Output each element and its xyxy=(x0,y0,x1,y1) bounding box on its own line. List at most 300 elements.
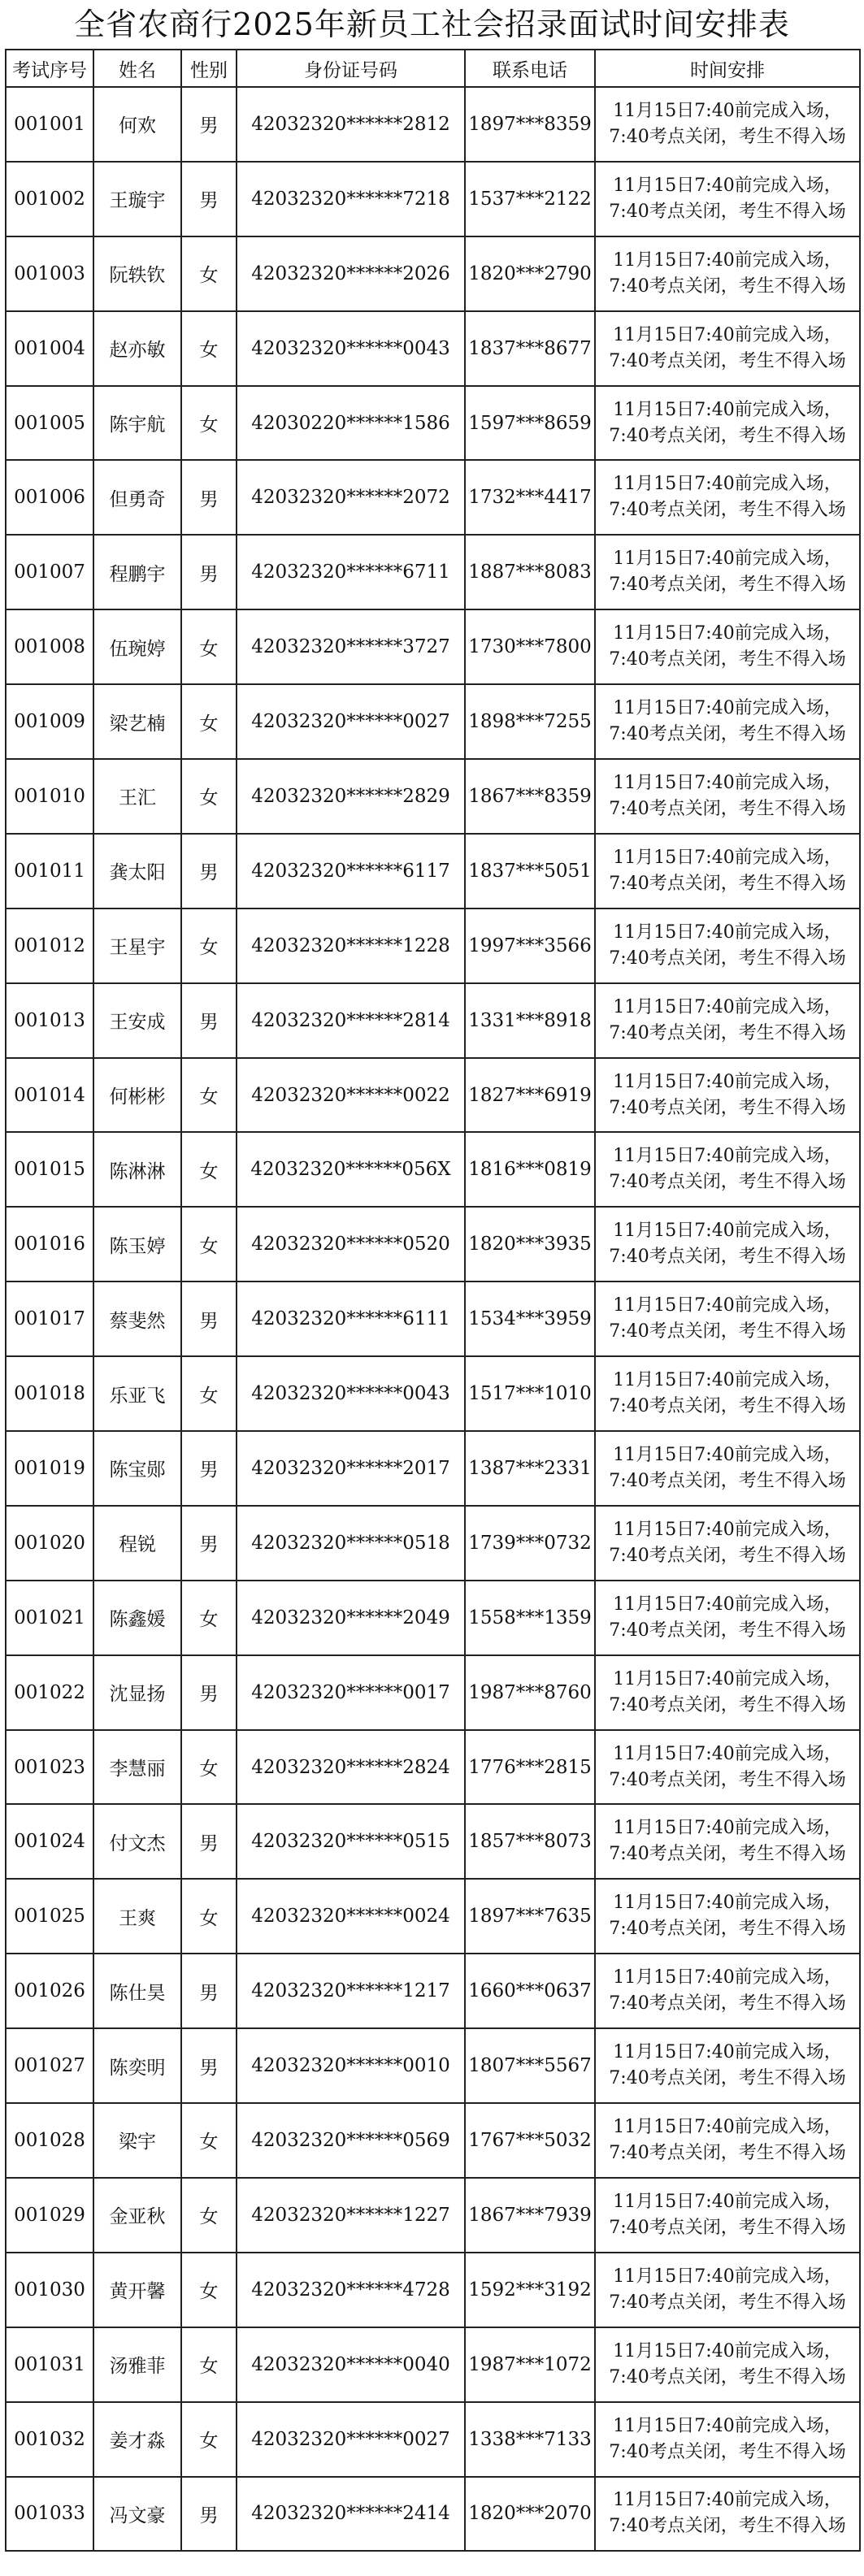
table-row xyxy=(6,386,860,461)
cell-exam-number: 001001 xyxy=(6,87,93,162)
cell-exam-number: 001031 xyxy=(6,2327,93,2402)
cell-id-number: 42032320******6111 xyxy=(237,1281,465,1356)
cell-phone: 1827***6919 xyxy=(465,1058,595,1133)
schedule-line-1: 11月15日7:40前完成入场， xyxy=(613,772,842,793)
cell-exam-number: 001005 xyxy=(6,386,93,461)
cell-id-number: 42032320******0515 xyxy=(237,1804,465,1879)
cell-name: 王璇宇 xyxy=(93,162,181,236)
cell-exam-number: 001002 xyxy=(6,162,93,236)
header-gender: 性别 xyxy=(181,50,237,87)
cell-schedule xyxy=(595,236,860,311)
schedule-line-1: 11月15日7:40前完成入场， xyxy=(613,2415,842,2436)
cell-phone: 1331***8918 xyxy=(465,983,595,1058)
cell-phone: 1660***0637 xyxy=(465,1954,595,2028)
schedule-line-2: 7:40考点关闭，考生不得入场 xyxy=(609,2441,846,2462)
cell-exam-number: 001006 xyxy=(6,460,93,535)
cell-gender: 男 xyxy=(181,1954,237,2028)
cell-phone: 1739***0732 xyxy=(465,1506,595,1581)
cell-gender: 女 xyxy=(181,1132,237,1207)
schedule-line-1: 11月15日7:40前完成入场， xyxy=(613,623,842,644)
cell-name: 陈宝郧 xyxy=(93,1431,181,1506)
schedule-line-1: 11月15日7:40前完成入场， xyxy=(613,324,842,345)
cell-gender: 女 xyxy=(181,2103,237,2178)
schedule-line-2: 7:40考点关闭，考生不得入场 xyxy=(609,2217,846,2238)
cell-id-number: 42032320******0518 xyxy=(237,1506,465,1581)
schedule-line-1: 11月15日7:40前完成入场， xyxy=(613,100,842,121)
cell-name: 龚太阳 xyxy=(93,834,181,909)
table-row xyxy=(6,1954,860,2028)
cell-schedule xyxy=(595,162,860,236)
cell-schedule xyxy=(595,2103,860,2178)
cell-phone: 1867***7939 xyxy=(465,2178,595,2253)
schedule-line-1: 11月15日7:40前完成入场， xyxy=(613,1519,842,1540)
cell-exam-number: 001025 xyxy=(6,1879,93,1954)
table-row xyxy=(6,1879,860,1954)
cell-phone: 1517***1010 xyxy=(465,1356,595,1431)
schedule-line-2: 7:40考点关闭，考生不得入场 xyxy=(609,2516,846,2537)
cell-id-number: 42032320******2812 xyxy=(237,87,465,162)
cell-schedule xyxy=(595,2028,860,2103)
cell-name: 李慧丽 xyxy=(93,1730,181,1805)
cell-id-number: 42032320******0017 xyxy=(237,1655,465,1730)
schedule-line-2: 7:40考点关闭，考生不得入场 xyxy=(609,948,846,969)
schedule-line-2: 7:40考点关闭，考生不得入场 xyxy=(609,201,846,222)
cell-id-number: 42032320******4728 xyxy=(237,2253,465,2327)
cell-id-number: 42032320******2414 xyxy=(237,2477,465,2552)
table-row xyxy=(6,1132,860,1207)
cell-phone: 1837***5051 xyxy=(465,834,595,909)
cell-gender: 男 xyxy=(181,162,237,236)
schedule-line-1: 11月15日7:40前完成入场， xyxy=(613,2490,842,2511)
schedule-line-1: 11月15日7:40前完成入场， xyxy=(613,1444,842,1465)
cell-schedule xyxy=(595,983,860,1058)
cell-gender: 女 xyxy=(181,2178,237,2253)
cell-name: 程锐 xyxy=(93,1506,181,1581)
table-row xyxy=(6,1730,860,1805)
cell-schedule xyxy=(595,2327,860,2402)
cell-id-number: 42032320******6117 xyxy=(237,834,465,909)
cell-schedule xyxy=(595,1804,860,1879)
cell-name: 黄开馨 xyxy=(93,2253,181,2327)
cell-gender: 男 xyxy=(181,1431,237,1506)
table-row xyxy=(6,1655,860,1730)
cell-exam-number: 001018 xyxy=(6,1356,93,1431)
cell-phone: 1592***3192 xyxy=(465,2253,595,2327)
cell-phone: 1867***8359 xyxy=(465,759,595,834)
cell-schedule xyxy=(595,1281,860,1356)
table-row xyxy=(6,460,860,535)
cell-gender: 女 xyxy=(181,684,237,759)
cell-schedule xyxy=(595,311,860,386)
cell-id-number: 42032320******2026 xyxy=(237,236,465,311)
cell-name: 何彬彬 xyxy=(93,1058,181,1133)
cell-name: 王汇 xyxy=(93,759,181,834)
table-row xyxy=(6,162,860,236)
schedule-table xyxy=(5,49,861,2552)
schedule-line-1: 11月15日7:40前完成入场， xyxy=(613,2340,842,2361)
cell-exam-number: 001017 xyxy=(6,1281,93,1356)
cell-gender: 女 xyxy=(181,909,237,983)
cell-phone: 1537***2122 xyxy=(465,162,595,236)
cell-name: 伍琬婷 xyxy=(93,609,181,684)
cell-exam-number: 001009 xyxy=(6,684,93,759)
cell-schedule xyxy=(595,1879,860,1954)
table-row xyxy=(6,1581,860,1655)
schedule-line-2: 7:40考点关闭，考生不得入场 xyxy=(609,350,846,371)
cell-phone: 1997***3566 xyxy=(465,909,595,983)
page-title: 全省农商行2025年新员工社会招录面试时间安排表 xyxy=(74,7,790,42)
cell-schedule xyxy=(595,1954,860,2028)
schedule-line-1: 11月15日7:40前完成入场， xyxy=(613,1967,842,1988)
schedule-line-2: 7:40考点关闭，考生不得入场 xyxy=(609,126,846,147)
schedule-line-1: 11月15日7:40前完成入场， xyxy=(613,2191,842,2212)
cell-phone: 1558***1359 xyxy=(465,1581,595,1655)
cell-phone: 1338***7133 xyxy=(465,2402,595,2477)
schedule-line-2: 7:40考点关闭，考生不得入场 xyxy=(609,798,846,819)
schedule-line-2: 7:40考点关闭，考生不得入场 xyxy=(609,1022,846,1043)
schedule-line-2: 7:40考点关闭，考生不得入场 xyxy=(609,1097,846,1118)
cell-gender: 女 xyxy=(181,1730,237,1805)
cell-exam-number: 001026 xyxy=(6,1954,93,2028)
cell-exam-number: 001013 xyxy=(6,983,93,1058)
cell-exam-number: 001004 xyxy=(6,311,93,386)
cell-gender: 男 xyxy=(181,1506,237,1581)
cell-id-number: 42032320******2829 xyxy=(237,759,465,834)
cell-schedule xyxy=(595,87,860,162)
table-row xyxy=(6,1058,860,1133)
cell-phone: 1732***4417 xyxy=(465,460,595,535)
cell-exam-number: 001030 xyxy=(6,2253,93,2327)
cell-id-number: 42032320******2017 xyxy=(237,1431,465,1506)
schedule-line-2: 7:40考点关闭，考生不得入场 xyxy=(609,575,846,596)
cell-exam-number: 001015 xyxy=(6,1132,93,1207)
cell-phone: 1597***8659 xyxy=(465,386,595,461)
header-schedule: 时间安排 xyxy=(595,50,860,87)
table-row xyxy=(6,2028,860,2103)
schedule-line-2: 7:40考点关闭，考生不得入场 xyxy=(609,1172,846,1193)
cell-gender: 男 xyxy=(181,1281,237,1356)
cell-id-number: 42032320******1217 xyxy=(237,1954,465,2028)
table-row xyxy=(6,535,860,609)
schedule-line-1: 11月15日7:40前完成入场， xyxy=(613,922,842,943)
header-row xyxy=(6,50,860,87)
cell-gender: 女 xyxy=(181,1058,237,1133)
cell-exam-number: 001027 xyxy=(6,2028,93,2103)
cell-id-number: 42032320******0027 xyxy=(237,2402,465,2477)
cell-exam-number: 001014 xyxy=(6,1058,93,1133)
cell-schedule xyxy=(595,609,860,684)
schedule-line-2: 7:40考点关闭，考生不得入场 xyxy=(609,500,846,521)
schedule-line-2: 7:40考点关闭，考生不得入场 xyxy=(609,1620,846,1641)
cell-name: 陈仕昊 xyxy=(93,1954,181,2028)
schedule-line-2: 7:40考点关闭，考生不得入场 xyxy=(609,1545,846,1566)
cell-name: 陈玉婷 xyxy=(93,1207,181,1281)
schedule-line-1: 11月15日7:40前完成入场， xyxy=(613,399,842,420)
table-row xyxy=(6,684,860,759)
schedule-line-1: 11月15日7:40前完成入场， xyxy=(613,1743,842,1764)
table-row xyxy=(6,834,860,909)
table-row xyxy=(6,311,860,386)
cell-name: 汤雅菲 xyxy=(93,2327,181,2402)
cell-exam-number: 001012 xyxy=(6,909,93,983)
cell-id-number: 42032320******2049 xyxy=(237,1581,465,1655)
cell-gender: 女 xyxy=(181,1879,237,1954)
cell-schedule xyxy=(595,386,860,461)
cell-name: 梁艺楠 xyxy=(93,684,181,759)
table-row xyxy=(6,236,860,311)
table-row xyxy=(6,1281,860,1356)
schedule-line-2: 7:40考点关闭，考生不得入场 xyxy=(609,873,846,894)
cell-phone: 1887***8083 xyxy=(465,535,595,609)
schedule-line-1: 11月15日7:40前完成入场， xyxy=(613,698,842,719)
schedule-line-1: 11月15日7:40前完成入场， xyxy=(613,1893,842,1914)
cell-gender: 男 xyxy=(181,1804,237,1879)
cell-phone: 1897***8359 xyxy=(465,87,595,162)
cell-id-number: 42032320******0043 xyxy=(237,1356,465,1431)
schedule-line-1: 11月15日7:40前完成入场， xyxy=(613,996,842,1017)
schedule-line-1: 11月15日7:40前完成入场， xyxy=(613,847,842,868)
cell-gender: 男 xyxy=(181,983,237,1058)
schedule-line-2: 7:40考点关闭，考生不得入场 xyxy=(609,724,846,745)
schedule-line-1: 11月15日7:40前完成入场， xyxy=(613,249,842,271)
schedule-line-1: 11月15日7:40前完成入场， xyxy=(613,474,842,495)
cell-id-number: 42030220******1586 xyxy=(237,386,465,461)
cell-gender: 女 xyxy=(181,311,237,386)
cell-gender: 女 xyxy=(181,1581,237,1655)
cell-name: 陈鑫媛 xyxy=(93,1581,181,1655)
cell-schedule xyxy=(595,1730,860,1805)
cell-name: 赵亦敏 xyxy=(93,311,181,386)
cell-schedule xyxy=(595,2178,860,2253)
schedule-line-2: 7:40考点关闭，考生不得入场 xyxy=(609,1844,846,1865)
cell-phone: 1820***2790 xyxy=(465,236,595,311)
cell-exam-number: 001008 xyxy=(6,609,93,684)
table-body xyxy=(6,87,860,2551)
cell-name: 阮轶钦 xyxy=(93,236,181,311)
cell-gender: 女 xyxy=(181,609,237,684)
schedule-line-2: 7:40考点关闭，考生不得入场 xyxy=(609,1993,846,2014)
schedule-line-1: 11月15日7:40前完成入场， xyxy=(613,1818,842,1839)
schedule-line-2: 7:40考点关闭，考生不得入场 xyxy=(609,649,846,670)
cell-phone: 1987***1072 xyxy=(465,2327,595,2402)
cell-exam-number: 001011 xyxy=(6,834,93,909)
cell-schedule xyxy=(595,1058,860,1133)
cell-gender: 男 xyxy=(181,834,237,909)
cell-schedule xyxy=(595,2253,860,2327)
header-name: 姓名 xyxy=(93,50,181,87)
schedule-line-1: 11月15日7:40前完成入场， xyxy=(613,2042,842,2063)
cell-gender: 男 xyxy=(181,1655,237,1730)
cell-name: 陈淋淋 xyxy=(93,1132,181,1207)
cell-phone: 1767***5032 xyxy=(465,2103,595,2178)
cell-gender: 女 xyxy=(181,1356,237,1431)
cell-exam-number: 001024 xyxy=(6,1804,93,1879)
table-row xyxy=(6,2402,860,2477)
cell-id-number: 42032320******0024 xyxy=(237,1879,465,1954)
schedule-line-2: 7:40考点关闭，考生不得入场 xyxy=(609,2292,846,2313)
cell-id-number: 42032320******2072 xyxy=(237,460,465,535)
cell-name: 梁宇 xyxy=(93,2103,181,2178)
cell-id-number: 42032320******6711 xyxy=(237,535,465,609)
cell-phone: 1820***3935 xyxy=(465,1207,595,1281)
cell-id-number: 42032320******0010 xyxy=(237,2028,465,2103)
cell-id-number: 42032320******0520 xyxy=(237,1207,465,1281)
cell-name: 陈奕明 xyxy=(93,2028,181,2103)
cell-schedule xyxy=(595,1431,860,1506)
cell-phone: 1534***3959 xyxy=(465,1281,595,1356)
schedule-line-1: 11月15日7:40前完成入场， xyxy=(613,1594,842,1615)
cell-phone: 1820***2070 xyxy=(465,2477,595,2552)
cell-id-number: 42032320******0027 xyxy=(237,684,465,759)
schedule-line-1: 11月15日7:40前完成入场， xyxy=(613,1668,842,1689)
cell-phone: 1898***7255 xyxy=(465,684,595,759)
cell-name: 姜才淼 xyxy=(93,2402,181,2477)
cell-name: 付文杰 xyxy=(93,1804,181,1879)
schedule-line-2: 7:40考点关闭，考生不得入场 xyxy=(609,1470,846,1491)
cell-name: 王爽 xyxy=(93,1879,181,1954)
schedule-line-2: 7:40考点关闭，考生不得入场 xyxy=(609,1694,846,1715)
schedule-line-1: 11月15日7:40前完成入场， xyxy=(613,1071,842,1092)
table-row xyxy=(6,2477,860,2552)
schedule-line-2: 7:40考点关闭，考生不得入场 xyxy=(609,425,846,446)
schedule-line-2: 7:40考点关闭，考生不得入场 xyxy=(609,275,846,297)
cell-id-number: 42032320******0569 xyxy=(237,2103,465,2178)
header-id-number: 身份证号码 xyxy=(237,50,465,87)
table-row xyxy=(6,2327,860,2402)
cell-exam-number: 001010 xyxy=(6,759,93,834)
cell-phone: 1807***5567 xyxy=(465,2028,595,2103)
cell-phone: 1987***8760 xyxy=(465,1655,595,1730)
cell-gender: 女 xyxy=(181,1207,237,1281)
cell-id-number: 42032320******2814 xyxy=(237,983,465,1058)
cell-exam-number: 001003 xyxy=(6,236,93,311)
cell-exam-number: 001023 xyxy=(6,1730,93,1805)
cell-id-number: 42032320******1227 xyxy=(237,2178,465,2253)
cell-gender: 男 xyxy=(181,535,237,609)
table-row xyxy=(6,2178,860,2253)
table-row xyxy=(6,1506,860,1581)
table-row xyxy=(6,759,860,834)
cell-phone: 1776***2815 xyxy=(465,1730,595,1805)
cell-exam-number: 001028 xyxy=(6,2103,93,2178)
schedule-line-1: 11月15日7:40前完成入场， xyxy=(613,2266,842,2287)
cell-gender: 女 xyxy=(181,2327,237,2402)
cell-gender: 男 xyxy=(181,460,237,535)
cell-id-number: 42032320******056X xyxy=(237,1132,465,1207)
cell-gender: 女 xyxy=(181,2402,237,2477)
cell-id-number: 42032320******7218 xyxy=(237,162,465,236)
cell-name: 但勇奇 xyxy=(93,460,181,535)
cell-id-number: 42032320******0022 xyxy=(237,1058,465,1133)
cell-exam-number: 001032 xyxy=(6,2402,93,2477)
cell-schedule xyxy=(595,460,860,535)
cell-name: 陈宇航 xyxy=(93,386,181,461)
cell-schedule xyxy=(595,2477,860,2552)
schedule-line-2: 7:40考点关闭，考生不得入场 xyxy=(609,2366,846,2387)
cell-schedule xyxy=(595,1207,860,1281)
schedule-line-2: 7:40考点关闭，考生不得入场 xyxy=(609,1247,846,1268)
cell-gender: 男 xyxy=(181,2477,237,2552)
table-row xyxy=(6,1431,860,1506)
cell-gender: 女 xyxy=(181,2253,237,2327)
cell-schedule xyxy=(595,1132,860,1207)
schedule-line-1: 11月15日7:40前完成入场， xyxy=(613,175,842,196)
cell-name: 冯文豪 xyxy=(93,2477,181,2552)
schedule-line-1: 11月15日7:40前完成入场， xyxy=(613,1370,842,1391)
cell-gender: 女 xyxy=(181,759,237,834)
schedule-line-2: 7:40考点关闭，考生不得入场 xyxy=(609,1396,846,1417)
schedule-line-1: 11月15日7:40前完成入场， xyxy=(613,549,842,570)
table-row xyxy=(6,1804,860,1879)
schedule-line-2: 7:40考点关闭，考生不得入场 xyxy=(609,1919,846,1940)
cell-name: 乐亚飞 xyxy=(93,1356,181,1431)
cell-schedule xyxy=(595,2402,860,2477)
cell-schedule xyxy=(595,1356,860,1431)
cell-schedule xyxy=(595,1581,860,1655)
cell-id-number: 42032320******0043 xyxy=(237,311,465,386)
cell-exam-number: 001021 xyxy=(6,1581,93,1655)
cell-exam-number: 001019 xyxy=(6,1431,93,1506)
cell-schedule xyxy=(595,834,860,909)
table-row xyxy=(6,87,860,162)
cell-schedule xyxy=(595,1506,860,1581)
cell-phone: 1837***8677 xyxy=(465,311,595,386)
cell-phone: 1857***8073 xyxy=(465,1804,595,1879)
cell-phone: 1387***2331 xyxy=(465,1431,595,1506)
cell-gender: 女 xyxy=(181,236,237,311)
schedule-line-1: 11月15日7:40前完成入场， xyxy=(613,1295,842,1316)
cell-id-number: 42032320******1228 xyxy=(237,909,465,983)
cell-schedule xyxy=(595,684,860,759)
table-row xyxy=(6,2103,860,2178)
header-exam-number: 考试序号 xyxy=(6,50,93,87)
schedule-line-1: 11月15日7:40前完成入场， xyxy=(613,1146,842,1167)
cell-id-number: 42032320******3727 xyxy=(237,609,465,684)
cell-schedule xyxy=(595,909,860,983)
cell-phone: 1816***0819 xyxy=(465,1132,595,1207)
cell-name: 沈显扬 xyxy=(93,1655,181,1730)
schedule-line-1: 11月15日7:40前完成入场， xyxy=(613,2116,842,2137)
schedule-line-2: 7:40考点关闭，考生不得入场 xyxy=(609,2142,846,2163)
cell-gender: 男 xyxy=(181,87,237,162)
table-row xyxy=(6,983,860,1058)
cell-exam-number: 001007 xyxy=(6,535,93,609)
schedule-line-2: 7:40考点关闭，考生不得入场 xyxy=(609,1769,846,1790)
header-phone: 联系电话 xyxy=(465,50,595,87)
schedule-line-2: 7:40考点关闭，考生不得入场 xyxy=(609,2068,846,2089)
cell-schedule xyxy=(595,759,860,834)
schedule-line-2: 7:40考点关闭，考生不得入场 xyxy=(609,1321,846,1342)
table-row xyxy=(6,609,860,684)
cell-name: 王星宇 xyxy=(93,909,181,983)
cell-exam-number: 001029 xyxy=(6,2178,93,2253)
cell-name: 金亚秋 xyxy=(93,2178,181,2253)
cell-gender: 男 xyxy=(181,2028,237,2103)
cell-name: 王安成 xyxy=(93,983,181,1058)
table-row xyxy=(6,2253,860,2327)
cell-phone: 1897***7635 xyxy=(465,1879,595,1954)
cell-schedule xyxy=(595,535,860,609)
cell-name: 程鹏宇 xyxy=(93,535,181,609)
cell-name: 蔡斐然 xyxy=(93,1281,181,1356)
cell-exam-number: 001020 xyxy=(6,1506,93,1581)
cell-schedule xyxy=(595,1655,860,1730)
cell-id-number: 42032320******2824 xyxy=(237,1730,465,1805)
table-row xyxy=(6,1207,860,1281)
cell-exam-number: 001016 xyxy=(6,1207,93,1281)
table-row xyxy=(6,909,860,983)
cell-gender: 女 xyxy=(181,386,237,461)
